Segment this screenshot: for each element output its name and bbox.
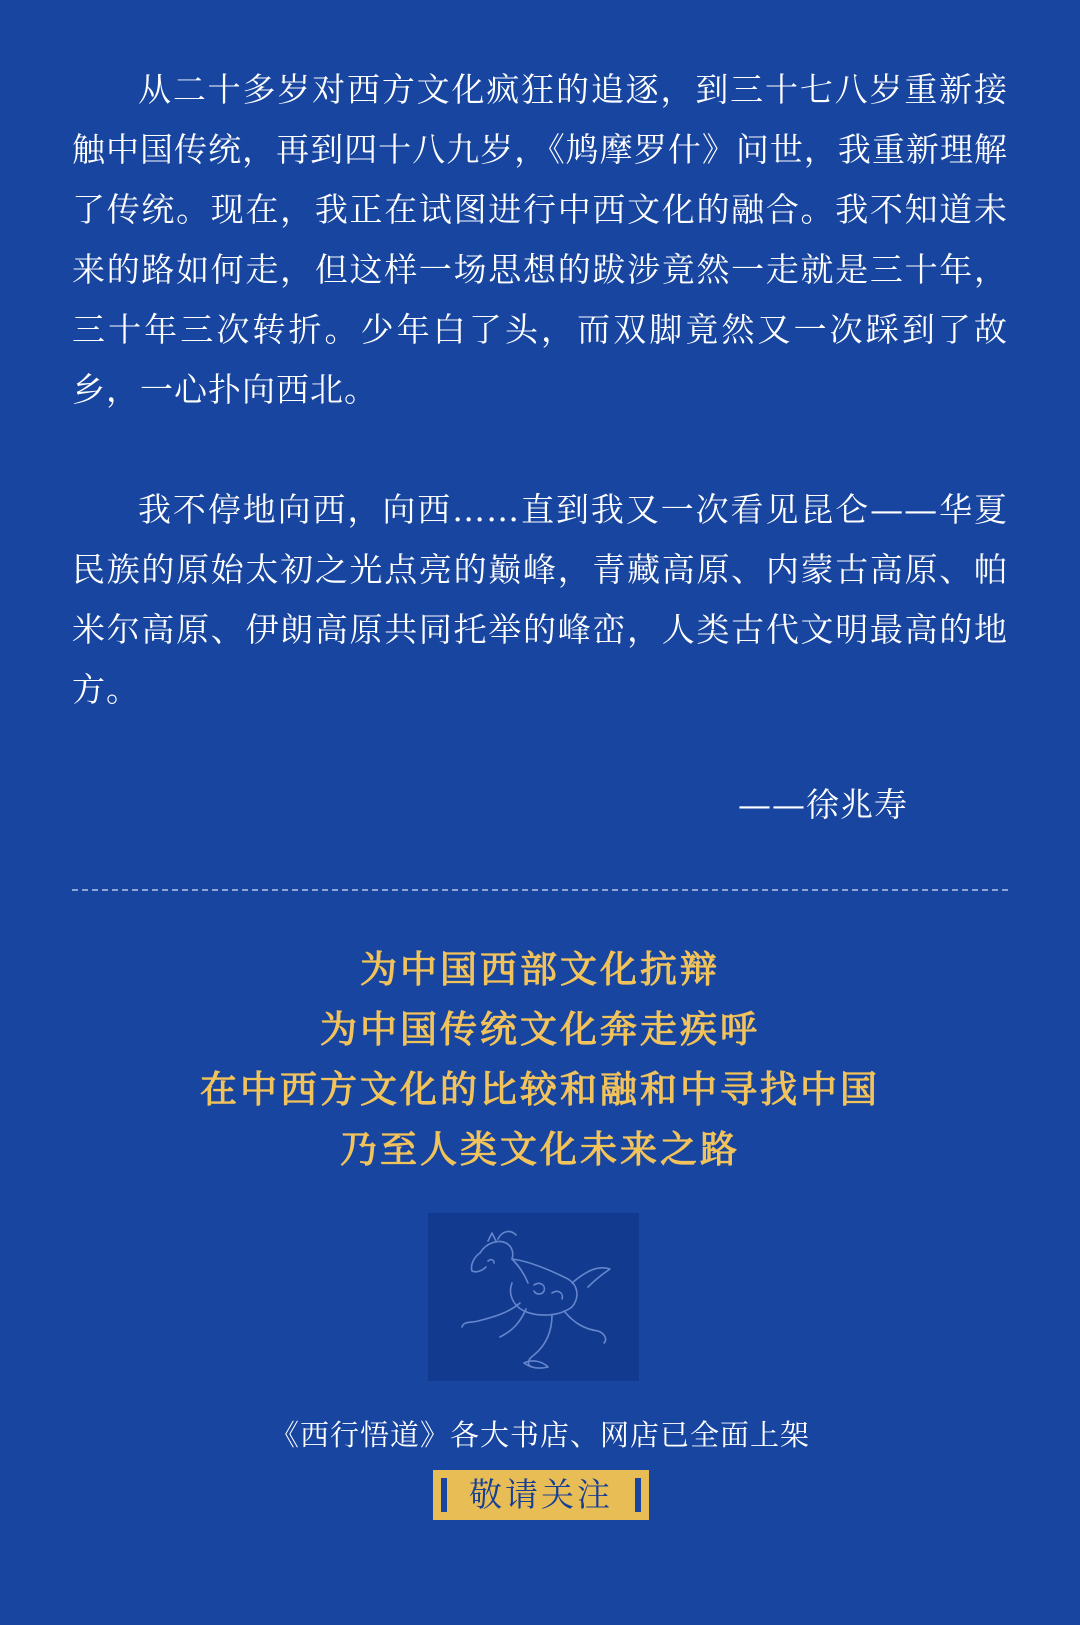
slogan-line-4: 乃至人类文化未来之路 bbox=[340, 1128, 740, 1171]
follow-badge bbox=[433, 1470, 649, 1520]
slogan-line-2: 为中国传统文化奔走疾呼 bbox=[320, 1008, 760, 1051]
dashed-divider bbox=[72, 889, 1008, 891]
slogan-line-3: 在中西方文化的比较和融和中寻找中国 bbox=[200, 1068, 880, 1111]
slogan-line-1: 为中国西部文化抗辩 bbox=[360, 948, 720, 991]
essay-paragraph-2: 我不停地向西，向西……直到我又一次看见昆仑——华夏民族的原始太初之光点亮的巅峰，青藏高原、内蒙古高原、帕米尔高原、伊朗高原共同托举的峰峦，人类古代文明最高的地方。 bbox=[72, 490, 1008, 709]
essay-paragraph-1: 从二十多岁对西方文化疯狂的追逐，到三十七八岁重新接触中国传统，再到四十八九岁，《鸠摩罗什》问世，我重新理解了传统。现在，我正在试图进行中西文化的融合。我不知道未来的路如何走，但这样一场思想的跋涉竟然一走就是三十年，三十年三次转折。少年白了头，而双脚竟然又一次踩到了故乡，一心扑向西北。 bbox=[72, 70, 1008, 409]
availability-notice: 《西行悟道》各大书店、网店已全面上架 bbox=[269, 1418, 810, 1452]
follow-badge-label: 敬请关注 bbox=[469, 1475, 613, 1514]
slogan-block bbox=[0, 940, 1080, 1180]
galloping-horse-icon bbox=[428, 1213, 639, 1381]
author-signature: ——徐兆寿 bbox=[738, 785, 908, 824]
